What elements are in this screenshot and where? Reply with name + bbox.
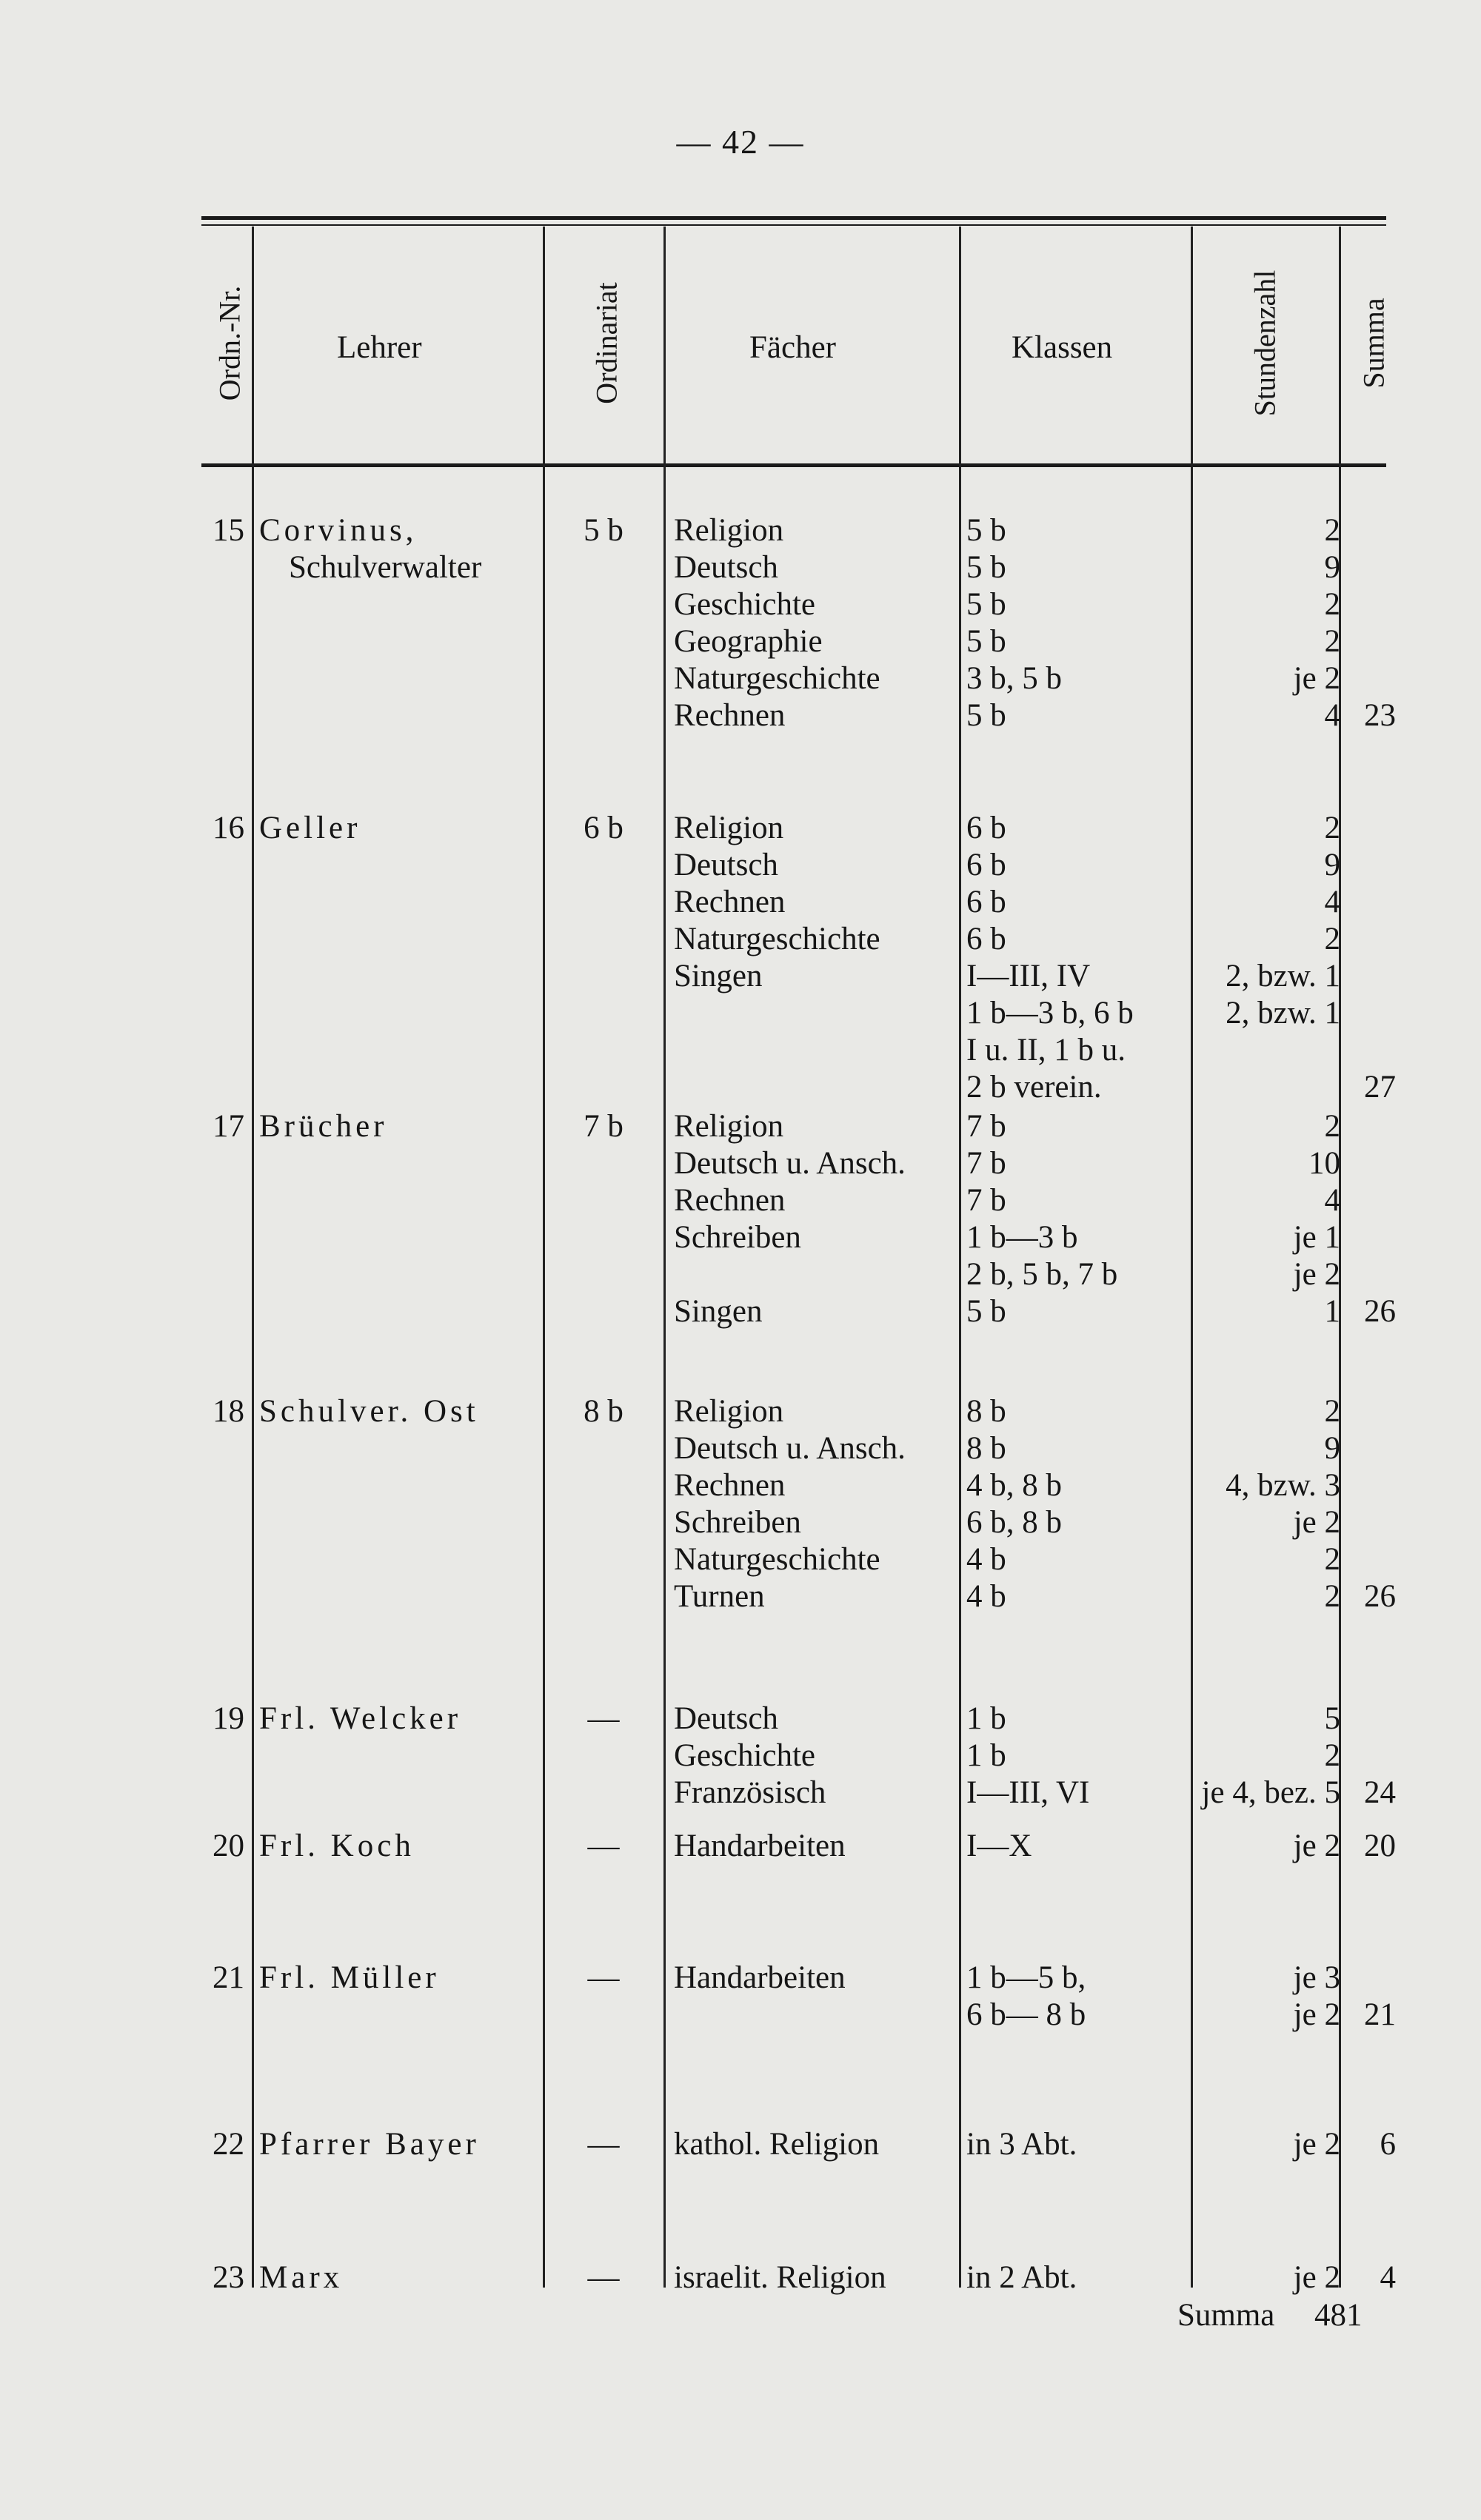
hours-value: je 2 bbox=[1293, 2260, 1340, 2295]
teacher-total: 26 bbox=[1364, 1579, 1396, 1614]
subject: Deutsch u. Ansch. bbox=[674, 1431, 906, 1466]
hours-value: 2 bbox=[1324, 624, 1340, 659]
total-value: 481 bbox=[1314, 2298, 1363, 2333]
hours-value: 1 bbox=[1324, 1294, 1340, 1329]
teacher-total: 26 bbox=[1364, 1294, 1396, 1329]
class-value: 2 b, 5 b, 7 b bbox=[966, 1257, 1118, 1292]
hours-value: 2, bzw. 1 bbox=[1226, 996, 1340, 1031]
ordinariat-value: 5 b bbox=[584, 513, 624, 548]
top-rule-thin bbox=[201, 224, 1386, 226]
teacher-name: Brücher bbox=[259, 1109, 388, 1144]
class-value: 3 b, 5 b bbox=[966, 661, 1062, 696]
header-summa: Summa bbox=[1357, 298, 1391, 389]
ordinariat-value: 7 b bbox=[584, 1109, 624, 1144]
header-stundenzahl: Stundenzahl bbox=[1248, 269, 1282, 417]
ordinal-number: 23 bbox=[213, 2260, 244, 2295]
hours-value: je 2 bbox=[1293, 1997, 1340, 2032]
subject: Handarbeiten bbox=[674, 1960, 846, 1995]
ordinal-number: 17 bbox=[213, 1109, 244, 1144]
hours-value: 5 bbox=[1324, 1701, 1340, 1736]
class-value: 5 b bbox=[966, 624, 1006, 659]
class-value: 5 b bbox=[966, 513, 1006, 548]
subject: Naturgeschichte bbox=[674, 922, 880, 956]
header-rule bbox=[201, 463, 1386, 467]
class-value: 5 b bbox=[966, 550, 1006, 585]
class-value: 6 b bbox=[966, 885, 1006, 919]
subject: kathol. Religion bbox=[674, 2127, 880, 2162]
subject: Religion bbox=[674, 513, 784, 548]
hours-value: 2 bbox=[1324, 587, 1340, 622]
top-rule bbox=[201, 216, 1386, 220]
teacher-name: Frl. Müller bbox=[259, 1960, 440, 1995]
class-value: I u. II, 1 b u. bbox=[966, 1033, 1126, 1068]
header-faecher: Fächer bbox=[749, 330, 836, 365]
class-value: I—III, IV bbox=[966, 959, 1091, 993]
column-divider bbox=[959, 227, 961, 2288]
hours-value: je 1 bbox=[1293, 1220, 1340, 1255]
hours-value: 2 bbox=[1324, 1542, 1340, 1577]
ordinariat-value: — bbox=[587, 1960, 620, 1995]
subject: Handarbeiten bbox=[674, 1829, 846, 1863]
teacher-total: 20 bbox=[1364, 1829, 1396, 1863]
class-value: 4 b bbox=[966, 1579, 1006, 1614]
hours-value: 9 bbox=[1324, 550, 1340, 585]
hours-value: 9 bbox=[1324, 1431, 1340, 1466]
subject: Französisch bbox=[674, 1775, 826, 1810]
class-value: 7 b bbox=[966, 1146, 1006, 1181]
hours-value: je 2 bbox=[1293, 1505, 1340, 1540]
hours-value: 4 bbox=[1324, 698, 1340, 733]
class-value: in 2 Abt. bbox=[966, 2260, 1077, 2295]
ordinariat-value: 8 b bbox=[584, 1394, 624, 1429]
ordinal-number: 16 bbox=[213, 811, 244, 845]
hours-value: 4, bzw. 3 bbox=[1226, 1468, 1340, 1503]
header-ordinariat: Ordinariat bbox=[589, 282, 624, 404]
subject: Deutsch bbox=[674, 848, 778, 882]
hours-value: je 2 bbox=[1293, 1829, 1340, 1863]
class-value: I—III, VI bbox=[966, 1775, 1090, 1810]
class-value: 2 b verein. bbox=[966, 1070, 1102, 1105]
hours-value: je 3 bbox=[1293, 1960, 1340, 1995]
teacher-total: 24 bbox=[1364, 1775, 1396, 1810]
ordinariat-value: — bbox=[587, 2127, 620, 2162]
subject: Rechnen bbox=[674, 1183, 786, 1218]
subject: Religion bbox=[674, 811, 784, 845]
subject: Schreiben bbox=[674, 1505, 801, 1540]
header-ordn-nr: Ordn.-Nr. bbox=[213, 285, 247, 401]
subject: Religion bbox=[674, 1109, 784, 1144]
class-value: 4 b bbox=[966, 1542, 1006, 1577]
subject: Deutsch bbox=[674, 550, 778, 585]
hours-value: je 2 bbox=[1293, 661, 1340, 696]
subject: Geographie bbox=[674, 624, 823, 659]
hours-value: je 4, bez. 5 bbox=[1201, 1775, 1340, 1810]
subject: Singen bbox=[674, 1294, 763, 1329]
subject: Singen bbox=[674, 959, 763, 993]
teacher-name: Schulver. Ost bbox=[259, 1394, 479, 1429]
class-value: 1 b bbox=[966, 1738, 1006, 1773]
subject: Deutsch bbox=[674, 1701, 778, 1736]
teacher-total: 6 bbox=[1380, 2127, 1396, 2162]
page-number: — 42 — bbox=[676, 123, 805, 161]
subject: Rechnen bbox=[674, 698, 786, 733]
hours-value: 2 bbox=[1324, 811, 1340, 845]
hours-value: 2 bbox=[1324, 513, 1340, 548]
class-value: in 3 Abt. bbox=[966, 2127, 1077, 2162]
class-value: 6 b bbox=[966, 811, 1006, 845]
ordinal-number: 20 bbox=[213, 1829, 244, 1863]
class-value: 4 b, 8 b bbox=[966, 1468, 1062, 1503]
hours-value: 2 bbox=[1324, 1109, 1340, 1144]
class-value: 1 b bbox=[966, 1701, 1006, 1736]
class-value: 6 b— 8 b bbox=[966, 1997, 1086, 2032]
class-value: 1 b—3 b, 6 b bbox=[966, 996, 1134, 1031]
ordinal-number: 19 bbox=[213, 1701, 244, 1736]
class-value: 8 b bbox=[966, 1431, 1006, 1466]
subject: Rechnen bbox=[674, 885, 786, 919]
hours-value: 9 bbox=[1324, 848, 1340, 882]
column-divider bbox=[1191, 227, 1193, 2288]
class-value: 8 b bbox=[966, 1394, 1006, 1429]
class-value: 1 b—3 b bbox=[966, 1220, 1078, 1255]
subject: Naturgeschichte bbox=[674, 661, 880, 696]
hours-value: 10 bbox=[1308, 1146, 1340, 1181]
ordinal-number: 22 bbox=[213, 2127, 244, 2162]
class-value: 5 b bbox=[966, 1294, 1006, 1329]
hours-value: 2 bbox=[1324, 922, 1340, 956]
column-divider bbox=[252, 227, 254, 2288]
class-value: 7 b bbox=[966, 1109, 1006, 1144]
teacher-total: 27 bbox=[1364, 1070, 1396, 1105]
hours-value: 2 bbox=[1324, 1394, 1340, 1429]
hours-value: 2, bzw. 1 bbox=[1226, 959, 1340, 993]
class-value: 6 b bbox=[966, 922, 1006, 956]
hours-value: 4 bbox=[1324, 885, 1340, 919]
column-divider bbox=[543, 227, 545, 2288]
teacher-name: Frl. Koch bbox=[259, 1829, 415, 1863]
subject: israelit. Religion bbox=[674, 2260, 886, 2295]
header-klassen: Klassen bbox=[1012, 330, 1113, 365]
ordinal-number: 15 bbox=[213, 513, 244, 548]
hours-value: 2 bbox=[1324, 1738, 1340, 1773]
subject: Naturgeschichte bbox=[674, 1542, 880, 1577]
teacher-name: Frl. Welcker bbox=[259, 1701, 462, 1736]
subject: Rechnen bbox=[674, 1468, 786, 1503]
class-value: 5 b bbox=[966, 587, 1006, 622]
hours-value: 2 bbox=[1324, 1579, 1340, 1614]
subject: Schreiben bbox=[674, 1220, 801, 1255]
column-divider bbox=[663, 227, 666, 2288]
ordinariat-value: 6 b bbox=[584, 811, 624, 845]
ordinariat-value: — bbox=[587, 2260, 620, 2295]
header-lehrer: Lehrer bbox=[337, 330, 422, 365]
ordinal-number: 21 bbox=[213, 1960, 244, 1995]
hours-value: 4 bbox=[1324, 1183, 1340, 1218]
teacher-total: 4 bbox=[1380, 2260, 1396, 2295]
teacher-total: 23 bbox=[1364, 698, 1396, 733]
class-value: 6 b bbox=[966, 848, 1006, 882]
subject: Geschichte bbox=[674, 587, 816, 622]
class-value: 7 b bbox=[966, 1183, 1006, 1218]
ordinariat-value: — bbox=[587, 1829, 620, 1863]
teacher-title: Schulverwalter bbox=[289, 550, 482, 585]
hours-value: je 2 bbox=[1293, 1257, 1340, 1292]
subject: Turnen bbox=[674, 1579, 765, 1614]
subject: Religion bbox=[674, 1394, 784, 1429]
class-value: 1 b—5 b, bbox=[966, 1960, 1086, 1995]
class-value: 5 b bbox=[966, 698, 1006, 733]
teacher-name: Geller bbox=[259, 811, 361, 845]
teacher-name: Pfarrer Bayer bbox=[259, 2127, 480, 2162]
class-value: I—X bbox=[966, 1829, 1032, 1863]
class-value: 6 b, 8 b bbox=[966, 1505, 1062, 1540]
ordinal-number: 18 bbox=[213, 1394, 244, 1429]
subject: Deutsch u. Ansch. bbox=[674, 1146, 906, 1181]
ordinariat-value: — bbox=[587, 1701, 620, 1736]
teacher-name: Marx bbox=[259, 2260, 344, 2295]
teacher-name: Corvinus, bbox=[259, 513, 418, 548]
hours-value: je 2 bbox=[1293, 2127, 1340, 2162]
total-label: Summa bbox=[1177, 2298, 1275, 2333]
teacher-total: 21 bbox=[1364, 1997, 1396, 2032]
subject: Geschichte bbox=[674, 1738, 816, 1773]
